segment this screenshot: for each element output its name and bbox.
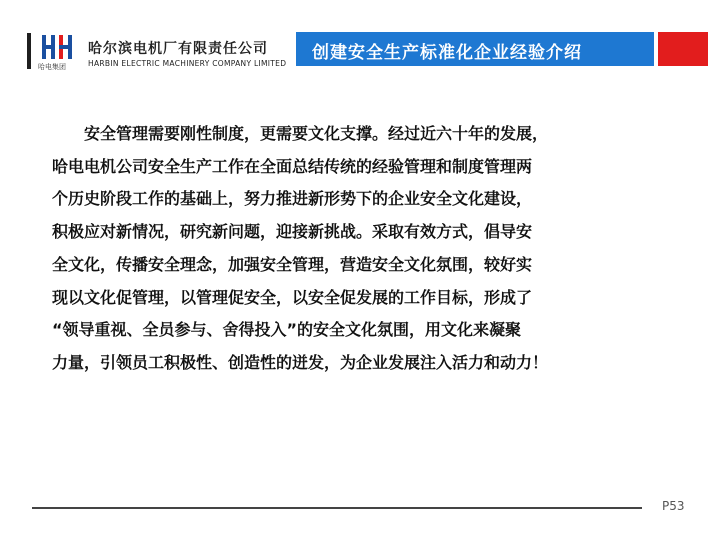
header — [0, 0, 720, 80]
body-line: 积极应对新情况，研究新问题，迎接新挑战。采取有效方式，倡导安 — [52, 222, 533, 242]
page-number: P53 — [662, 499, 685, 513]
body-line: 个历史阶段工作的基础上，努力推进新形势下的企业安全文化建设， — [52, 189, 533, 209]
logo-sub-label: 哈电集团 — [38, 63, 66, 71]
accent-red-block — [658, 32, 708, 66]
body-line: 现以文化促管理，以管理促安全，以安全促发展的工作目标，形成了 — [52, 287, 533, 307]
title-banner — [296, 32, 654, 66]
company-name-en: HARBIN ELECTRIC MACHINERY COMPANY LIMITED — [88, 59, 287, 68]
body-line: “领导重视、全员参与、舍得投入”的安全文化氛围，用文化来凝聚 — [52, 320, 522, 340]
logo-divider-bar — [27, 33, 31, 69]
body-line: 安全管理需要刚性制度，更需要文化支撑。经过近六十年的发展， — [84, 124, 549, 143]
footer-divider — [32, 507, 642, 509]
body-paragraph — [52, 118, 692, 380]
body-line: 全文化，传播安全理念，加强安全管理，营造安全文化氛围，较好实 — [52, 254, 533, 274]
company-name-cn: 哈尔滨电机厂有限责任公司 — [88, 41, 268, 57]
body-line: 哈电电机公司安全生产工作在全面总结传统的经验管理和制度管理两 — [52, 156, 533, 176]
body-line: 力量，引领员工积极性、创造性的迸发，为企业发展注入活力和动力！ — [52, 352, 549, 372]
slide-title: 创建安全生产标准化企业经验介绍 — [312, 43, 582, 63]
